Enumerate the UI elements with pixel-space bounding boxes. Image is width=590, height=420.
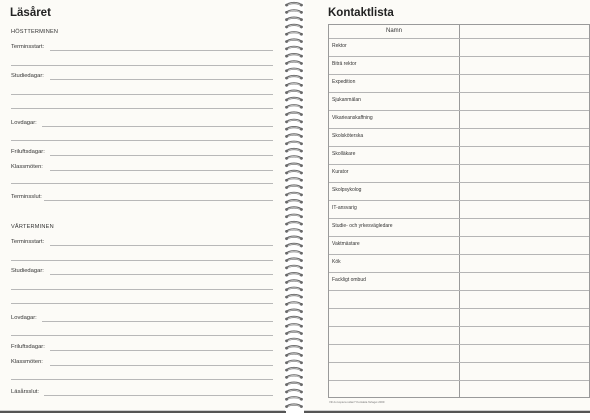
contact-name-cell[interactable] xyxy=(460,146,589,164)
spring-days-off-label: Lovdagar: xyxy=(11,315,37,321)
contact-name-cell[interactable] xyxy=(460,344,589,362)
autumn-class-meetings-line[interactable] xyxy=(50,170,273,171)
contact-role-label: Studie- och yrkesvägledare xyxy=(332,223,393,229)
contact-name-cell[interactable] xyxy=(460,362,589,380)
contact-role-label: Skolsköterska xyxy=(332,133,364,139)
contact-name-cell[interactable] xyxy=(460,290,589,308)
write-line[interactable] xyxy=(11,379,273,380)
contact-role-label: Rektor xyxy=(332,43,347,49)
autumn-outdoor-days-label: Friluftsdagar: xyxy=(11,149,45,155)
column-header-name: Namn xyxy=(385,28,402,34)
contact-name-cell[interactable] xyxy=(460,308,589,326)
spiral-binding xyxy=(283,0,305,412)
autumn-study-days-label: Studiedagar: xyxy=(11,73,44,79)
contact-name-cell[interactable] xyxy=(460,254,589,272)
write-line[interactable] xyxy=(11,183,273,184)
write-line[interactable] xyxy=(11,260,273,261)
contact-role-label: Kök xyxy=(332,259,341,265)
contact-name-cell[interactable] xyxy=(460,182,589,200)
autumn-term-start-label: Terminsstart: xyxy=(11,44,45,50)
contact-name-cell[interactable] xyxy=(460,200,589,218)
contact-name-cell[interactable] xyxy=(460,236,589,254)
spring-study-days-label: Studiedagar: xyxy=(11,268,44,274)
contact-name-cell[interactable] xyxy=(460,326,589,344)
autumn-study-days-line[interactable] xyxy=(50,79,273,80)
spring-year-end-label: Läsårsslut: xyxy=(11,389,40,395)
spring-study-days-line[interactable] xyxy=(50,274,273,275)
spring-outdoor-days-line[interactable] xyxy=(50,350,273,351)
contact-name-cell[interactable] xyxy=(460,128,589,146)
contact-name-cell[interactable] xyxy=(460,164,589,182)
autumn-term-start-line[interactable] xyxy=(50,50,273,51)
spring-year-end-line[interactable] xyxy=(44,395,273,396)
spring-term-start-label: Terminsstart: xyxy=(11,239,45,245)
contact-name-cell[interactable] xyxy=(460,74,589,92)
page-title-contact-list: Kontaktlista xyxy=(328,7,394,19)
write-line[interactable] xyxy=(11,335,273,336)
spring-term-heading: VÅRTERMINEN xyxy=(11,224,54,230)
contact-role-label: Vikarieanskaffning xyxy=(332,115,373,121)
write-line[interactable] xyxy=(11,108,273,109)
contact-name-cell[interactable] xyxy=(460,272,589,290)
contact-role-label: Biträ rektor xyxy=(332,61,357,67)
autumn-term-end-line[interactable] xyxy=(44,200,273,201)
copyright-footnote: Vill du kopiera sidan? Kontakta förlaget 2009 xyxy=(329,400,385,404)
write-line[interactable] xyxy=(11,94,273,95)
contact-role-label: IT-ansvarig xyxy=(332,205,357,211)
contact-name-cell[interactable] xyxy=(460,110,589,128)
contact-role-label: Vaktmästare xyxy=(332,241,360,247)
contact-role-label: Expedition xyxy=(332,79,356,85)
spring-term-start-line[interactable] xyxy=(50,245,273,246)
contact-name-cell[interactable] xyxy=(460,56,589,74)
write-line[interactable] xyxy=(11,289,273,290)
page-title-school-year: Läsåret xyxy=(10,7,51,19)
contact-name-cell[interactable] xyxy=(460,38,589,56)
contact-role-label: Skolpsykolog xyxy=(332,187,362,193)
autumn-outdoor-days-line[interactable] xyxy=(50,155,273,156)
contact-name-cell[interactable] xyxy=(460,380,589,398)
contact-role-label: Kurator xyxy=(332,169,349,175)
spring-days-off-line[interactable] xyxy=(42,321,273,322)
contact-name-cell[interactable] xyxy=(460,92,589,110)
autumn-term-end-label: Terminsslut: xyxy=(11,194,42,200)
contact-role-label: Sjukanmälan xyxy=(332,97,361,103)
right-page-edge xyxy=(304,411,590,413)
write-line[interactable] xyxy=(11,303,273,304)
left-page-edge xyxy=(0,411,286,413)
autumn-days-off-line[interactable] xyxy=(42,126,273,127)
autumn-term-heading: HÖSTTERMINEN xyxy=(11,29,59,35)
contact-role-label: Skolläkare xyxy=(332,151,356,157)
contact-table xyxy=(328,24,590,398)
write-line[interactable] xyxy=(11,140,273,141)
spring-class-meetings-line[interactable] xyxy=(50,365,273,366)
spring-outdoor-days-label: Friluftsdagar: xyxy=(11,344,45,350)
spring-class-meetings-label: Klassmöten: xyxy=(11,359,43,365)
autumn-class-meetings-label: Klassmöten: xyxy=(11,164,43,170)
write-line[interactable] xyxy=(11,65,273,66)
autumn-days-off-label: Lovdagar: xyxy=(11,120,37,126)
contact-name-cell[interactable] xyxy=(460,218,589,236)
contact-role-label: Fackligt ombud xyxy=(332,277,366,283)
